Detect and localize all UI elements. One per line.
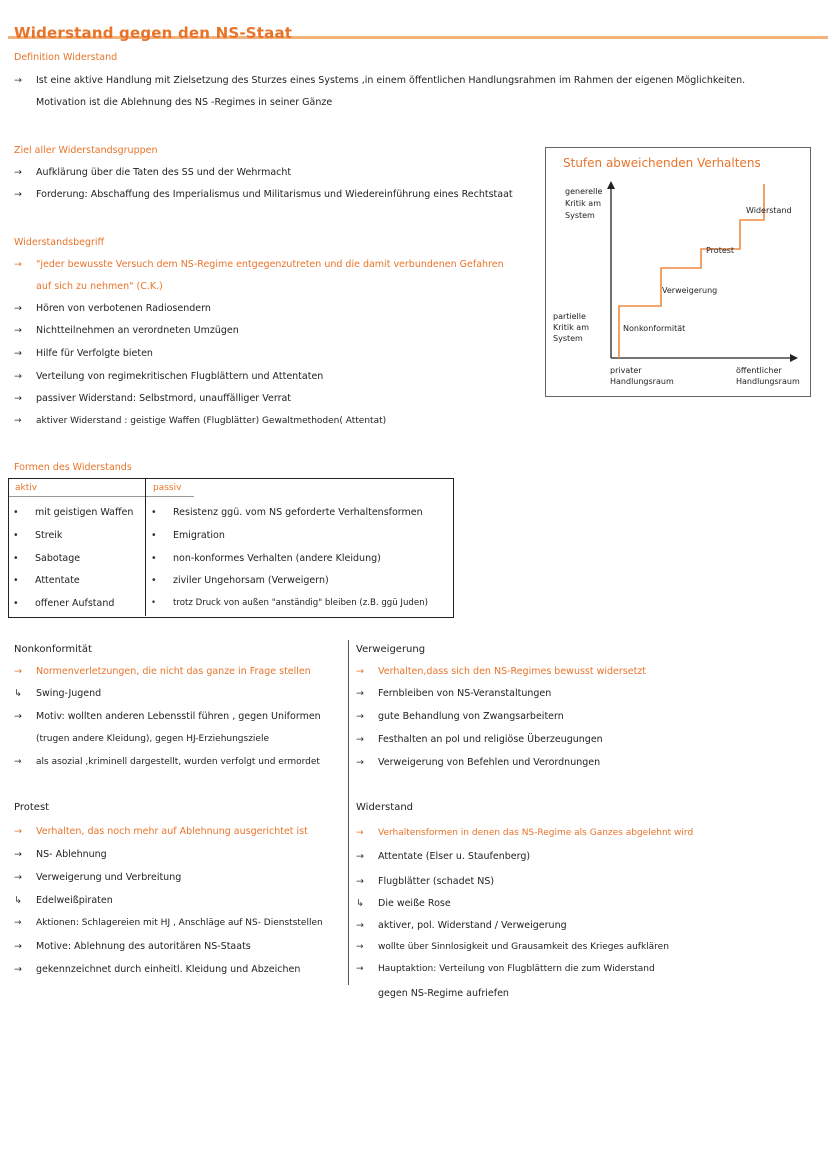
verweigerung-item-4: → Verweigerung von Befehlen und Verordnungen — [356, 757, 601, 768]
y-label-top-3: System — [565, 211, 595, 220]
arrow-icon: → — [356, 942, 364, 952]
arrow-icon: → — [356, 876, 364, 887]
column-divider — [348, 640, 349, 985]
arrow-icon: → — [356, 920, 364, 931]
y-label-bottom-3: System — [553, 334, 583, 343]
widerstand-item-5: → wollte über Sinnlosigkeit und Grausamkeit des Krieges aufklären — [356, 942, 669, 952]
aktiv-item-1: • mit geistigen Waffen — [13, 507, 134, 518]
begriff-item-3: → Hilfe für Verfolgte bieten — [14, 348, 153, 359]
aktiv-item-5: • offener Aufstand — [13, 598, 115, 609]
arrow-icon: → — [14, 872, 22, 883]
begriff-quote-1: → "jeder bewusste Versuch dem NS-Regime entgegenzutreten und die damit verbundenen Gefahren — [14, 259, 504, 270]
arrow-icon: → — [14, 167, 22, 178]
arrow-icon: → — [14, 189, 22, 200]
widerstand-item-7: gegen NS-Regime aufriefen — [378, 988, 509, 999]
arrow-icon: → — [14, 666, 22, 677]
widerstand-item-1: → Attentate (Elser u. Staufenberg) — [356, 851, 531, 862]
arrow-icon: → — [14, 371, 22, 382]
passiv-underline — [146, 496, 194, 497]
passiv-item-5: • trotz Druck von außen "anständig" bleiben (z.B. ggü Juden) — [151, 598, 428, 608]
bullet-icon: • — [13, 575, 19, 586]
passiv-item-1: • Resistenz ggü. vom NS geforderte Verhaltensformen — [151, 507, 423, 518]
widerstand-intro: → Verhaltensformen in denen das NS-Regime als Ganzes abgelehnt wird — [356, 828, 694, 838]
begriff-item-4: → Verteilung von regimekritischen Flugblättern und Attentaten — [14, 371, 324, 382]
widerstand-item-2: → Flugblätter (schadet NS) — [356, 876, 495, 887]
y-label-top-1: generelle — [565, 187, 603, 196]
ziel-item-2: → Forderung: Abschaffung des Imperialismus und Militarismus und Wiedereinführung eines Rechtstaat — [14, 189, 513, 200]
passiv-item-4: • ziviler Ungehorsam (Verweigern) — [151, 575, 329, 586]
step-label-nonkonformitaet: Nonkonformität — [623, 324, 686, 333]
verweigerung-item-2: → gute Behandlung von Zwangsarbeitern — [356, 711, 564, 722]
arrow-icon: → — [356, 964, 364, 974]
arrow-icon: → — [356, 851, 364, 862]
aktiv-underline — [9, 496, 145, 497]
arrow-icon: → — [356, 711, 364, 722]
protest-item-5: → Motive: Ablehnung des autoritären NS-Staats — [14, 941, 251, 952]
arrow-icon: → — [14, 393, 22, 404]
x-label-right-2: Handlungsraum — [736, 377, 800, 386]
arrow-icon: → — [14, 849, 22, 860]
aktiv-item-3: • Sabotage — [13, 553, 81, 564]
ziel-item-1: → Aufklärung über die Taten des SS und der Wehrmacht — [14, 167, 292, 178]
begriff-heading: Widerstandsbegriff — [14, 237, 105, 248]
widerstand-heading: Widerstand — [356, 802, 414, 813]
nonkonformitaet-intro: → Normenverletzungen, die nicht das ganze in Frage stellen — [14, 666, 311, 677]
verweigerung-intro: → Verhalten,dass sich den NS-Regimes bewusst widersetzt — [356, 666, 647, 677]
begriff-item-1: → Hören von verbotenen Radiosendern — [14, 303, 211, 314]
bullet-icon: • — [151, 553, 157, 564]
hook-arrow-icon: ↳ — [14, 688, 22, 699]
arrow-icon: → — [14, 964, 22, 975]
passiv-label: passiv — [153, 483, 182, 493]
verweigerung-item-3: → Festhalten an pol und religiöse Überzeugungen — [356, 734, 603, 745]
nonkonformitaet-item-3: → als asozial ,kriminell dargestellt, wurden verfolgt und ermordet — [14, 757, 320, 767]
bullet-icon: • — [13, 530, 19, 541]
y-label-bottom-1: partielle — [553, 312, 586, 321]
definition-heading: Definition Widerstand — [14, 52, 118, 63]
arrow-icon: → — [14, 941, 22, 952]
x-label-right-1: öffentlicher — [736, 366, 782, 375]
x-axis-arrowhead — [790, 354, 798, 362]
formen-heading: Formen des Widerstands — [14, 462, 132, 473]
aktiv-item-2: • Streik — [13, 530, 63, 541]
begriff-item-2: → Nichtteilnehmen an verordneten Umzügen — [14, 325, 239, 336]
begriff-item-6: → aktiver Widerstand : geistige Waffen (Flugblätter) Gewaltmethoden( Attentat) — [14, 416, 387, 426]
aktiv-item-4: • Attentate — [13, 575, 80, 586]
passiv-item-2: • Emigration — [151, 530, 225, 541]
arrow-icon: → — [14, 303, 22, 314]
begriff-quote-2: auf sich zu nehmen" (C.K.) — [36, 281, 163, 292]
step-label-verweigerung: Verweigerung — [662, 286, 718, 295]
bullet-icon: • — [13, 598, 19, 609]
x-label-left-2: Handlungsraum — [610, 377, 674, 386]
protest-intro: → Verhalten, das noch mehr auf Ablehnung ausgerichtet ist — [14, 826, 308, 837]
arrow-icon: → — [356, 688, 364, 699]
nonkonformitaet-item-2: → Motiv: wollten anderen Lebensstil führen , gegen Uniformen — [14, 711, 321, 722]
x-label-left-1: privater — [610, 366, 642, 375]
step-label-protest: Protest — [706, 246, 735, 255]
verweigerung-item-1: → Fernbleiben von NS-Veranstaltungen — [356, 688, 552, 699]
widerstand-item-3: ↳ Die weiße Rose — [356, 898, 451, 909]
ziel-heading: Ziel aller Widerstandsgruppen — [14, 145, 158, 156]
stufen-diagram-svg — [546, 148, 810, 396]
arrow-icon: → — [14, 348, 22, 359]
widerstand-item-4: → aktiver, pol. Widerstand / Verweigerung — [356, 920, 567, 931]
arrow-icon: → — [14, 325, 22, 336]
nonkonformitaet-item-2b: (trugen andere Kleidung), gegen HJ-Erziehungsziele — [36, 734, 270, 744]
protest-item-4: → Aktionen: Schlagereien mit HJ , Anschläge auf NS- Dienststellen — [14, 918, 323, 928]
formen-table — [8, 478, 454, 618]
arrow-icon: → — [14, 711, 22, 722]
widerstand-item-6: → Hauptaktion: Verteilung von Flugblättern die zum Widerstand — [356, 964, 655, 974]
begriff-item-5: → passiver Widerstand: Selbstmord, unauffälliger Verrat — [14, 393, 292, 404]
protest-item-3: ↳ Edelweißpiraten — [14, 895, 113, 906]
definition-line-1: → Ist eine aktive Handlung mit Zielsetzung des Sturzes eines Systems ,in einem öffentlichen Handlungsrahmen im Rahmen der eigenen Möglichkeiten. — [14, 75, 746, 86]
arrow-icon: → — [356, 828, 364, 838]
arrow-icon: → — [356, 666, 364, 677]
bullet-icon: • — [13, 507, 19, 518]
nonkonformitaet-heading: Nonkonformität — [14, 644, 92, 655]
arrow-icon: → — [14, 259, 22, 270]
arrow-icon: → — [356, 757, 364, 768]
y-axis-arrowhead — [607, 181, 615, 189]
bullet-icon: • — [151, 507, 157, 518]
step-label-widerstand: Widerstand — [746, 206, 792, 215]
stufen-diagram — [545, 147, 811, 397]
hook-arrow-icon: ↳ — [356, 898, 364, 909]
arrow-icon: → — [356, 734, 364, 745]
nonkonformitaet-item-1: ↳ Swing-Jugend — [14, 688, 102, 699]
y-label-top-2: Kritik am — [565, 199, 601, 208]
arrow-icon: → — [14, 75, 22, 86]
formen-divider — [145, 479, 146, 616]
protest-heading: Protest — [14, 802, 50, 813]
arrow-icon: → — [14, 826, 22, 837]
arrow-icon: → — [14, 757, 22, 767]
stufen-title: Stufen abweichenden Verhaltens — [563, 156, 761, 170]
hook-arrow-icon: ↳ — [14, 895, 22, 906]
protest-item-6: → gekennzeichnet durch einheitl. Kleidung und Abzeichen — [14, 964, 301, 975]
page-title: Widerstand gegen den NS-Staat — [14, 24, 293, 42]
bullet-icon: • — [151, 530, 157, 541]
bullet-icon: • — [13, 553, 19, 564]
bullet-icon: • — [151, 598, 157, 608]
arrow-icon: → — [14, 918, 22, 928]
y-label-bottom-2: Kritik am — [553, 323, 589, 332]
definition-line-2: Motivation ist die Ablehnung des NS -Regimes in seiner Gänze — [36, 97, 333, 108]
protest-item-2: → Verweigerung und Verbreitung — [14, 872, 182, 883]
verweigerung-heading: Verweigerung — [356, 644, 426, 655]
passiv-item-3: • non-konformes Verhalten (andere Kleidung) — [151, 553, 381, 564]
protest-item-1: → NS- Ablehnung — [14, 849, 107, 860]
aktiv-label: aktiv — [15, 483, 38, 493]
bullet-icon: • — [151, 575, 157, 586]
arrow-icon: → — [14, 416, 22, 426]
